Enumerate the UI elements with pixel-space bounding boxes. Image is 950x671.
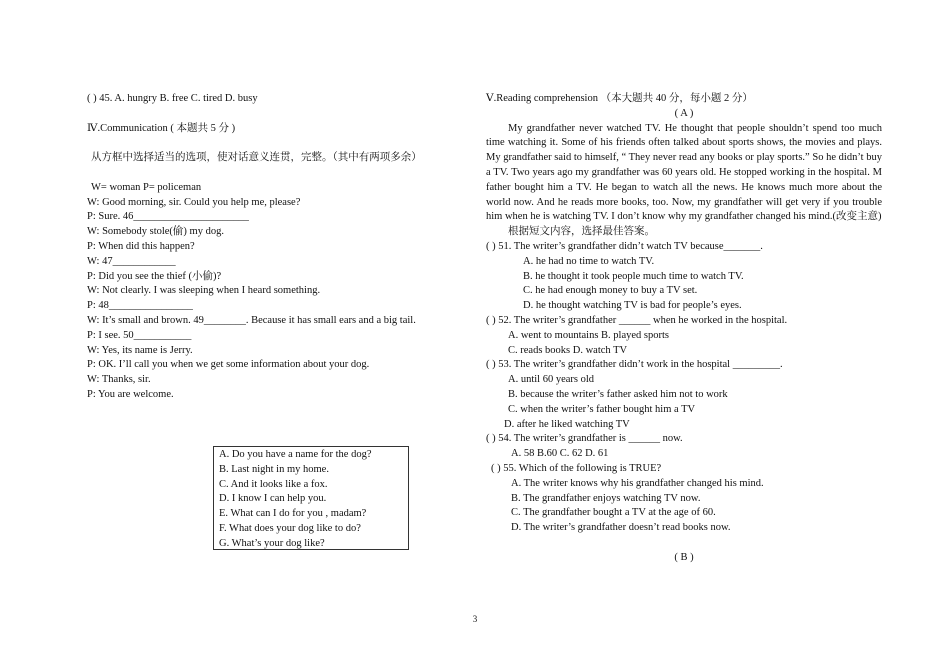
right-column <box>486 92 882 566</box>
q51-option: C. he had enough money to buy a TV set. <box>523 285 698 297</box>
passage-b-label: ( B ) <box>674 551 694 563</box>
question-45: ( ) 45. A. hungry B. free C. tired D. busy <box>87 93 258 104</box>
q53-option: C. when the writer’s father bought him a TV <box>508 403 696 415</box>
q52-options-row: A. went to mountains B. played sports <box>508 329 669 341</box>
options-box <box>213 446 409 550</box>
dialogue-line: P: OK. I’ll call you when we get some information about your dog. <box>87 359 370 371</box>
dialogue-line: W: Not clearly. I was sleeping when I heard something. <box>87 285 321 297</box>
section-4-instruction: 从方框中选择适当的选项，使对话意义连贯，完整。（其中有两项多余） <box>91 152 422 164</box>
question-51: ( ) 51. The writer’s grandfather didn’t watch TV because_______. <box>486 240 763 252</box>
q51-option: D. he thought watching TV is bad for people’s eyes. <box>523 300 742 312</box>
option-item: G. What’s your dog like? <box>219 537 325 549</box>
passage-a-text: My grandfather never watched TV. He thought that people shouldn’t spend too much time watching it. Some of his friends often talked about sports shows, the movies and plays. My grandfather said to himself, “ They never read any books or play sports.” So he didn’t buy a TV. Two years ago my grandfather was 60 years old. He stopped working in the hospital. M father bought him a TV. He began to watch all the news. He knows much more about the world now. And he reads more books, too. Now, my grandfather will get very if you trouble him when he is watching TV. I don’t know why my grandfather changed his mind.(改变主意) <box>486 122 882 223</box>
dialogue-line: P: Did you see the thief (小偷)? <box>87 270 222 282</box>
dialogue-line: W: Yes, its name is Jerry. <box>87 344 193 356</box>
q53-option: D. after he liked watching TV <box>504 418 630 430</box>
q55-option: B. The grandfather enjoys watching TV now. <box>511 492 701 504</box>
dialogue-line: W: Thanks, sir. <box>87 374 151 386</box>
option-item: F. What does your dog like to do? <box>219 522 361 534</box>
option-item: E. What can I do for you , madam? <box>219 508 367 520</box>
q53-option: A. until 60 years old <box>508 374 595 386</box>
dialogue-line: P: I see. 50___________ <box>87 329 192 341</box>
question-55: ( ) 55. Which of the following is TRUE? <box>491 462 662 474</box>
question-52: ( ) 52. The writer’s grandfather ______ when he worked in the hospital. <box>486 314 788 326</box>
dialogue-line: P: 48________________ <box>87 300 193 312</box>
dialogue-line: W: It’s small and brown. 49________. Because it has small ears and a big tail. <box>87 314 416 326</box>
passage-a-instruction: 根据短文内容，选择最佳答案。 <box>508 226 655 238</box>
passage-a-label: ( A ) <box>674 107 694 119</box>
option-item: A. Do you have a name for the dog? <box>219 449 372 460</box>
q52-options-row: C. reads books D. watch TV <box>508 344 628 356</box>
dialogue-line: W: Somebody stole(偷) my dog. <box>87 226 224 238</box>
q51-option: B. he thought it took people much time to watch TV. <box>523 270 744 282</box>
dialogue-line: P: When did this happen? <box>87 240 195 252</box>
q55-option: A. The writer knows why his grandfather changed his mind. <box>511 477 764 489</box>
option-item: C. And it looks like a fox. <box>219 478 328 490</box>
left-column <box>87 92 457 403</box>
q51-option: A. he had no time to watch TV. <box>523 255 655 267</box>
option-item: B. Last night in my home. <box>219 463 329 475</box>
question-53: ( ) 53. The writer’s grandfather didn’t work in the hospital _________. <box>486 359 783 371</box>
dialogue-line: W: 47____________ <box>87 255 176 267</box>
page-number: 3 <box>472 614 478 624</box>
roles-legend: W= woman P= policeman <box>91 181 202 193</box>
option-item: D. I know I can help you. <box>219 493 327 505</box>
q55-option: C. The grandfather bought a TV at the age of 60. <box>511 507 716 519</box>
section-5-title: Ⅴ.Reading comprehension （本大题共 40 分，每小题 2 分） <box>486 93 753 104</box>
question-54: ( ) 54. The writer’s grandfather is ______ now. <box>486 433 683 445</box>
section-4-title: Ⅳ.Communication ( 本题共 5 分 ) <box>87 122 236 134</box>
dialogue-line: P: You are welcome. <box>87 388 174 400</box>
q54-options: A. 58 B.60 C. 62 D. 61 <box>511 448 609 460</box>
q53-option: B. because the writer’s father asked him not to work <box>508 388 728 400</box>
q55-option: D. The writer’s grandfather doesn’t read books now. <box>511 522 731 534</box>
dialogue-line: W: Good morning, sir. Could you help me, please? <box>87 196 301 208</box>
dialogue-line: P: Sure. 46______________________ <box>87 211 249 223</box>
